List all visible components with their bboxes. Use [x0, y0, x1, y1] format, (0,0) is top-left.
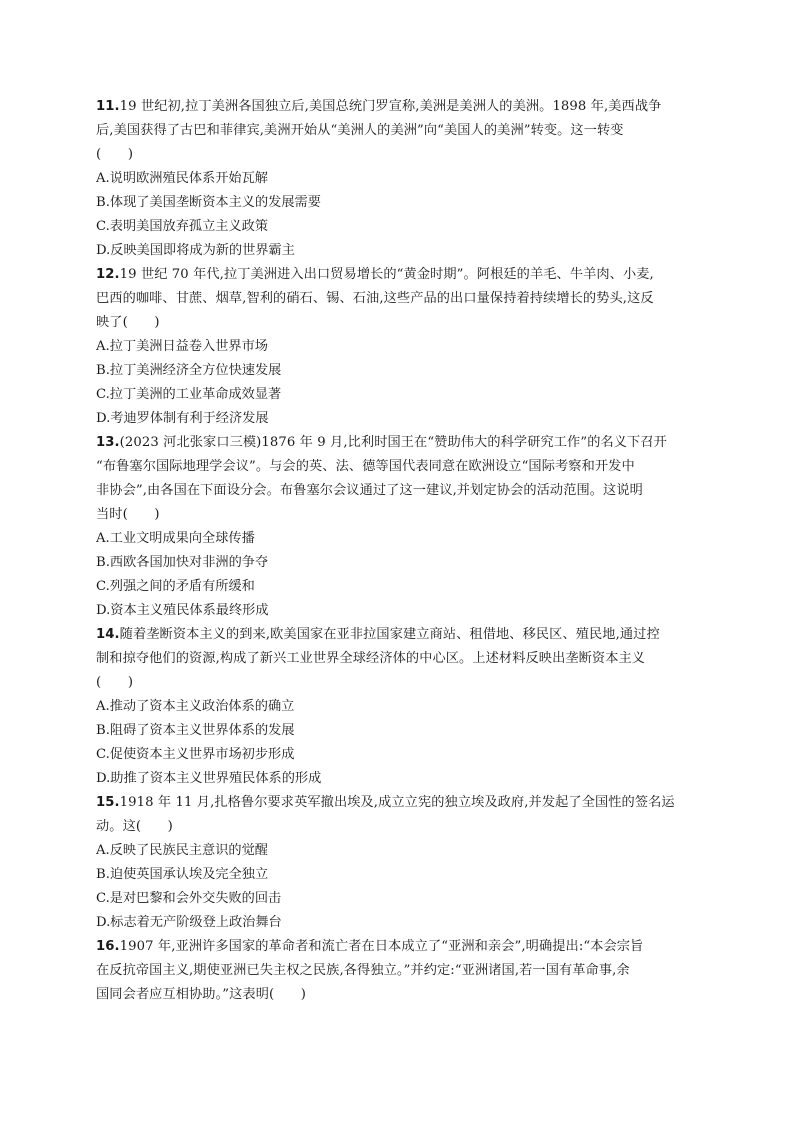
answer-option-d: D.资本主义殖民体系最终形成 [96, 603, 269, 618]
question-number: 12. [96, 267, 120, 282]
question-stem-line: 非协会”,由各国在下面设分会。布鲁塞尔会议通过了这一建议,并划定协会的活动范围。这说明 [96, 483, 643, 498]
answer-option-b: B.迫使英国承认埃及完全独立 [96, 867, 269, 882]
answer-option-d: D.标志着无产阶级登上政治舞台 [96, 915, 282, 930]
answer-option-d: D.反映美国即将成为新的世界霸主 [96, 243, 295, 258]
question-stem-line: 当时( ) [96, 507, 160, 522]
question-stem-line [96, 263, 708, 287]
question-12 [96, 263, 708, 431]
question-stem-line [96, 431, 708, 455]
question-stem-line: 映了( ) [96, 315, 160, 330]
answer-option-a: A.推动了资本主义政治体系的确立 [96, 699, 295, 714]
question-stem-line: 在反抗帝国主义,期使亚洲已失主权之民族,各得独立。”并约定:“亚洲诸国,若一国有革命事,余 [96, 963, 630, 978]
answer-option-a: A.工业文明成果向全球传播 [96, 531, 255, 546]
question-14 [96, 623, 708, 791]
answer-option-d: D.助推了资本主义世界殖民体系的形成 [96, 771, 322, 786]
question-stem-line: “布鲁塞尔国际地理学会议”。与会的英、法、德等国代表同意在欧洲设立“国际考察和开发中 [96, 459, 635, 474]
question-stem-line: ( ) [96, 675, 134, 690]
answer-option-c: C.拉丁美洲的工业革命成效显著 [96, 387, 282, 402]
answer-option-c: C.促使资本主义世界市场初步形成 [96, 747, 295, 762]
question-stem-line: ( ) [96, 147, 134, 162]
question-stem-line: 动。这( ) [96, 819, 173, 834]
answer-option-a: A.反映了民族民主意识的觉醒 [96, 843, 268, 858]
question-stem-line [96, 95, 708, 119]
answer-option-a: A.说明欧洲殖民体系开始瓦解 [96, 171, 268, 186]
question-11 [96, 95, 708, 263]
question-stem-line: 后,美国获得了古巴和菲律宾,美洲开始从“美洲人的美洲”向“美国人的美洲”转变。这一转变 [96, 123, 624, 138]
question-text: 1918 年 11 月,扎格鲁尔要求英军撤出埃及,成立立宪的独立埃及政府,并发起了全国性的签名运 [119, 795, 675, 810]
question-number: 11. [96, 99, 120, 114]
answer-option-d: D.考迪罗体制有利于经济发展 [96, 411, 269, 426]
question-number: 14. [96, 627, 120, 642]
question-text: 19 世纪 70 年代,拉丁美洲进入出口贸易增长的“黄金时期”。阿根廷的羊毛、牛羊肉、小麦, [119, 267, 654, 282]
question-text: 1907 年,亚洲许多国家的革命者和流亡者在日本成立了“亚洲和亲会”,明确提出:“本会宗旨 [119, 939, 644, 954]
question-text: (2023 河北张家口三模)1876 年 9 月,比利时国王在“赞助伟大的科学研究工作”的名义下召开 [119, 435, 667, 450]
question-text: 随着垄断资本主义的到来,欧美国家在亚非拉国家建立商站、租借地、移民区、殖民地,通过控 [119, 627, 660, 642]
answer-option-b: B.阻碍了资本主义世界体系的发展 [96, 723, 295, 738]
answer-option-b: B.拉丁美洲经济全方位快速发展 [96, 363, 282, 378]
answer-option-c: C.列强之间的矛盾有所缓和 [96, 579, 255, 594]
answer-option-c: C.是对巴黎和会外交失败的回击 [96, 891, 282, 906]
question-stem-line [96, 623, 708, 647]
question-number: 13. [96, 435, 120, 450]
question-15 [96, 791, 708, 935]
answer-option-b: B.西欧各国加快对非洲的争夺 [96, 555, 269, 570]
question-text: 19 世纪初,拉丁美洲各国独立后,美国总统门罗宣称,美洲是美洲人的美洲。1898 年,美西战争 [119, 99, 662, 114]
question-13 [96, 431, 708, 623]
answer-option-c: C.表明美国放弃孤立主义政策 [96, 219, 269, 234]
question-stem-line [96, 791, 708, 815]
question-stem-line: 巴西的咖啡、甘蔗、烟草,智利的硝石、锡、石油,这些产品的出口量保持着持续增长的势头,这反 [96, 291, 654, 306]
question-16 [96, 935, 708, 1007]
question-number: 16. [96, 939, 120, 954]
question-number: 15. [96, 795, 120, 810]
answer-option-a: A.拉丁美洲日益卷入世界市场 [96, 339, 268, 354]
question-stem-line: 国同会者应互相协助。”这表明( ) [96, 987, 307, 1002]
question-stem-line [96, 935, 708, 959]
question-page [96, 95, 708, 1007]
answer-option-b: B.体现了美国垄断资本主义的发展需要 [96, 195, 321, 210]
question-stem-line: 制和掠夺他们的资源,构成了新兴工业世界全球经济体的中心区。上述材料反映出垄断资本主义 [96, 651, 646, 666]
